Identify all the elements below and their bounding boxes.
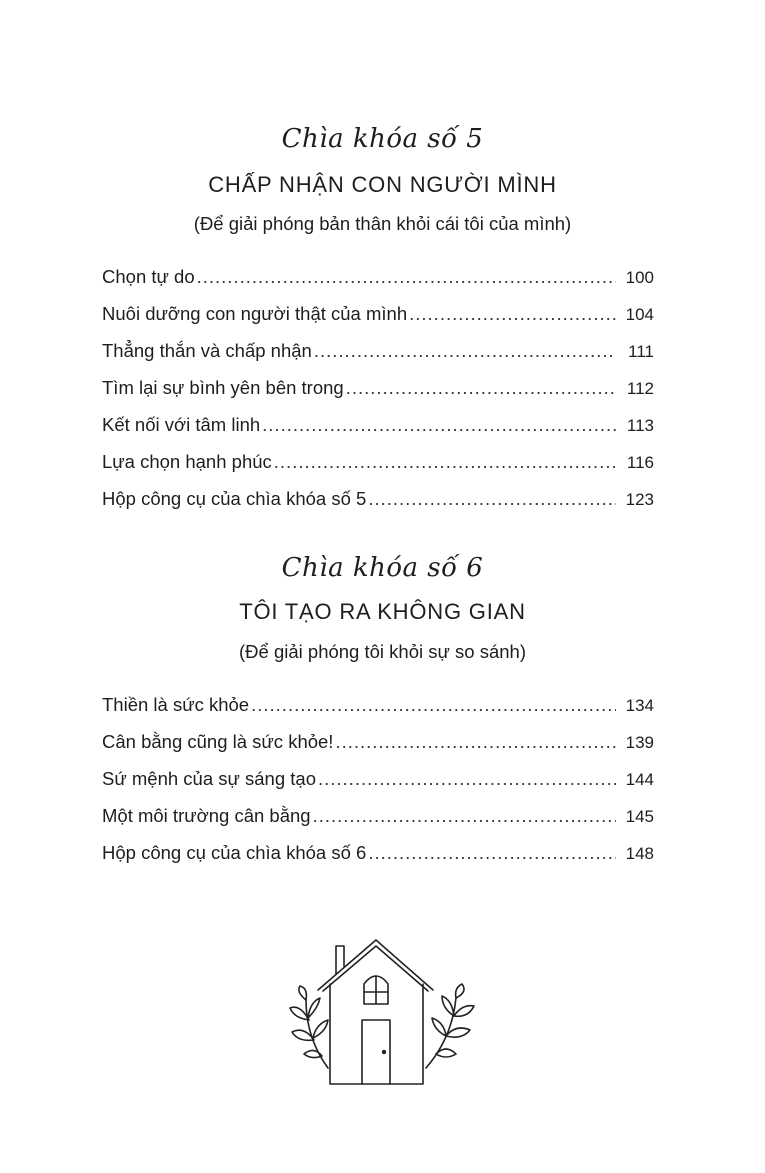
toc-entry[interactable]: [102, 451, 654, 488]
toc-leader-dots: [197, 266, 616, 288]
toc-entry-label: Một môi trường cân bằng: [102, 805, 311, 826]
toc-entry-page: 134: [625, 696, 654, 715]
toc-entry[interactable]: [102, 377, 654, 414]
toc-entry-page: 139: [625, 733, 654, 752]
toc-leader-dots: [409, 303, 616, 325]
toc-leader-dots: [262, 414, 616, 436]
toc-entry[interactable]: [102, 266, 654, 303]
toc-leader-dots: [318, 768, 616, 790]
toc-entry-label: Chọn tự do: [102, 266, 195, 287]
toc-entry-label: Nuôi dưỡng con người thật của mình: [102, 303, 408, 324]
toc-entry-page: 116: [626, 453, 654, 472]
toc-leader-dots: [368, 488, 616, 510]
toc-leader-dots: [274, 451, 616, 473]
section-key-6: Chìa khóa số 6: [281, 553, 484, 583]
toc-entry[interactable]: [102, 414, 654, 451]
section-title-6: TÔI TẠO RA KHÔNG GIAN: [239, 599, 526, 624]
toc-entry-page: 148: [625, 844, 654, 863]
toc-entry-label: Cân bằng cũng là sức khỏe!: [102, 731, 334, 752]
toc-entry-page: 112: [626, 379, 654, 398]
toc-entry[interactable]: [102, 303, 654, 340]
toc-leader-dots: [314, 340, 616, 362]
toc-entry[interactable]: [102, 340, 654, 377]
toc-entry[interactable]: [102, 842, 654, 879]
toc-entry-label: Thiền là sức khỏe: [102, 694, 250, 715]
section-subtitle-6: (Để giải phóng tôi khỏi sự so sánh): [239, 641, 526, 662]
toc-entry-label: Hộp công cụ của chìa khóa số 6: [102, 842, 367, 863]
toc-entry-label: Kết nối với tâm linh: [102, 414, 261, 435]
toc-entry[interactable]: [102, 731, 654, 768]
toc-entry-label: Sứ mệnh của sự sáng tạo: [102, 768, 316, 789]
toc-leader-dots: [251, 694, 616, 716]
toc-entry[interactable]: [102, 768, 654, 805]
toc-entry-page: 123: [625, 490, 654, 509]
section-subtitle-5: (Để giải phóng bản thân khỏi cái tôi của mình): [193, 213, 572, 234]
toc-entry[interactable]: [102, 805, 654, 842]
toc-list-5: [102, 266, 654, 525]
toc-leader-dots: [335, 731, 616, 753]
toc-entry-page: 104: [625, 305, 654, 324]
section-title-5: CHẤP NHẬN CON NGƯỜI MÌNH: [208, 172, 557, 197]
toc-entry-label: Hộp công cụ của chìa khóa số 5: [102, 488, 367, 509]
toc-leader-dots: [368, 842, 616, 864]
section-key-5: Chìa khóa số 5: [281, 124, 484, 154]
toc-entry-page: 113: [626, 416, 654, 435]
toc-entry[interactable]: [102, 694, 654, 731]
toc-entry-label: Tìm lại sự bình yên bên trong: [102, 377, 344, 398]
toc-entry-page: 145: [625, 807, 654, 826]
toc-leader-dots: [313, 805, 616, 827]
toc-leader-dots: [346, 377, 616, 399]
toc-entry-page: 111: [628, 342, 654, 361]
toc-list-6: [102, 694, 654, 879]
toc-entry[interactable]: [102, 488, 654, 525]
toc-entry-label: Lựa chọn hạnh phúc: [102, 451, 272, 472]
toc-entry-page: 144: [625, 770, 654, 789]
toc-entry-label: Thẳng thắn và chấp nhận: [102, 340, 312, 361]
toc-entry-page: 100: [625, 268, 654, 287]
house-with-branches-icon: [286, 938, 481, 1088]
